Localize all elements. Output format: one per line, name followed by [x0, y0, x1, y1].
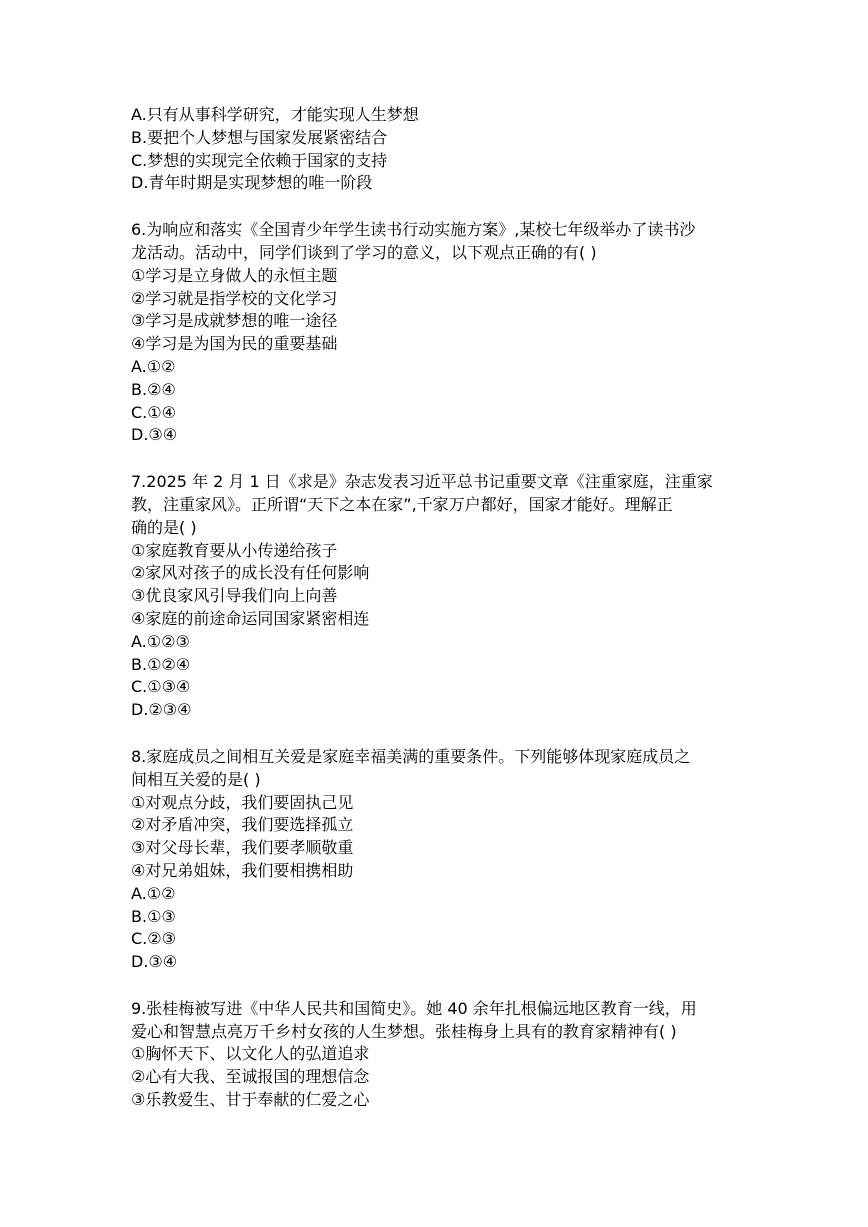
question-stem-line: 爱心和智慧点亮万千乡村女孩的人生梦想。张桂梅身上具有的教育家精神有( )	[131, 1021, 677, 1041]
question-5-options	[131, 104, 741, 195]
option-line: B.要把个人梦想与国家发展紧密结合	[131, 127, 388, 147]
option-line: D.③④	[131, 952, 178, 972]
question-7	[131, 471, 741, 722]
option-line: C.①③④	[131, 677, 191, 697]
question-stem-line: 教，注重家风》。正所谓“天下之本在家”,千家万户都好，国家才能好。理解正	[131, 494, 673, 514]
statement-line: ③对父母长辈，我们要孝顺敬重	[131, 838, 354, 858]
question-stem-line: 8.家庭成员之间相互关爱是家庭幸福美满的重要条件。下列能够体现家庭成员之	[131, 746, 691, 766]
question-6	[131, 219, 741, 447]
statement-line: ②对矛盾冲突，我们要选择孤立	[131, 815, 354, 835]
option-line: C.①④	[131, 402, 176, 422]
option-line: A.只有从事科学研究，才能实现人生梦想	[131, 105, 419, 124]
option-line: B.②④	[131, 379, 176, 399]
option-line: C.②③	[131, 929, 176, 949]
option-line: C.梦想的实现完全依赖于国家的支持	[131, 150, 388, 170]
statement-line: ④对兄弟姐妹，我们要相携相助	[131, 860, 354, 880]
option-line: D.青年时期是实现梦想的唯一阶段	[131, 173, 373, 193]
statement-line: ④学习是为国为民的重要基础	[131, 334, 338, 354]
statement-line: ②家风对孩子的成长没有任何影响	[131, 563, 370, 583]
statement-line: ③学习是成就梦想的唯一途径	[131, 311, 338, 331]
option-line: B.①②④	[131, 654, 191, 674]
statement-line: ②学习就是指学校的文化学习	[131, 288, 338, 308]
statement-line: ①家庭教育要从小传递给孩子	[131, 540, 338, 560]
question-stem-line: 9.张桂梅被写进《中华人民共和国简史》。她 40 余年扎根偏远地区教育一线，用	[131, 998, 697, 1018]
question-stem-line: 龙活动。活动中，同学们谈到了学习的意义，以下观点正确的有( )	[131, 242, 597, 262]
question-stem-line: 6.为响应和落实《全国青少年学生读书行动实施方案》,某校七年级举办了读书沙	[131, 220, 696, 240]
option-line: B.①③	[131, 906, 176, 926]
option-line: A.①②③	[131, 631, 190, 651]
statement-line: ③乐教爱生、甘于奉献的仁爱之心	[131, 1090, 370, 1110]
option-line: A.①②	[131, 883, 176, 903]
statement-line: ③优良家风引导我们向上向善	[131, 586, 338, 606]
statement-line: ①学习是立身做人的永恒主题	[131, 265, 338, 285]
statement-line: ④家庭的前途命运同国家紧密相连	[131, 608, 370, 628]
option-line: D.②③④	[131, 700, 192, 720]
question-stem-line: 7.2025 年 2 月 1 日《求是》杂志发表习近平总书记重要文章《注重家庭，注重家	[131, 472, 713, 492]
document-page	[131, 104, 741, 1112]
question-9	[131, 998, 741, 1112]
statement-line: ①对观点分歧，我们要固执己见	[131, 792, 354, 812]
question-8	[131, 746, 741, 974]
option-line: A.①②	[131, 356, 176, 376]
statement-line: ①胸怀天下、以文化人的弘道追求	[131, 1044, 370, 1064]
question-stem-line: 间相互关爱的是( )	[131, 769, 261, 789]
statement-line: ②心有大我、至诚报国的理想信念	[131, 1067, 370, 1087]
question-stem-line: 确的是( )	[131, 517, 197, 537]
option-line: D.③④	[131, 425, 178, 445]
